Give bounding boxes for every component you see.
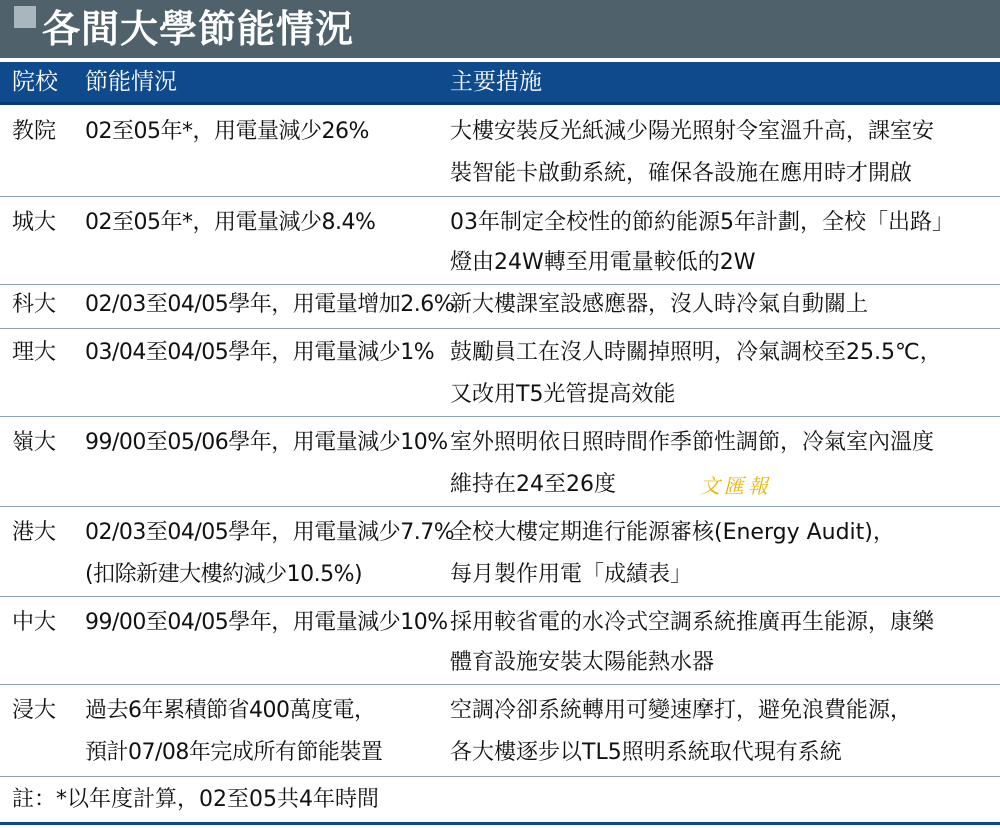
table-row — [0, 196, 1000, 285]
measure-line: 燈由24W轉至用電量較低的2W — [450, 250, 756, 275]
school-cell: 科大 — [12, 292, 57, 317]
saving-cell: 02至05年*，用電量減少8.4% — [85, 210, 376, 235]
measure-line: 空調冷卻系統轉用可變速摩打，避免浪費能源， — [450, 698, 913, 723]
footnote: 註：*以年度計算，02至05共4年時間 — [12, 787, 379, 812]
table-row — [0, 684, 1000, 777]
school-cell: 中大 — [12, 610, 57, 635]
measure-line: 又改用T5光管提高效能 — [450, 382, 676, 407]
measure-line: 室外照明依日照時間作季節性調節，冷氣室內溫度 — [450, 430, 935, 455]
table-header — [0, 62, 1000, 105]
school-cell: 城大 — [12, 210, 57, 235]
measure-line: 採用較省電的水冷式空調系統推廣再生能源，康樂 — [450, 610, 935, 635]
measure-line: 大樓安裝反光紙減少陽光照射令室溫升高，課室安 — [450, 119, 935, 144]
figure-title: 各間大學節能情況 — [42, 7, 355, 51]
school-cell: 教院 — [12, 119, 57, 144]
saving-cell-note: (扣除新建大樓約減少10.5%) — [85, 562, 363, 587]
school-cell: 嶺大 — [12, 430, 57, 455]
saving-cell: 03/04至04/05學年，用電量減少1% — [85, 340, 435, 365]
measure-line: 新大樓課室設感應器，沒人時冷氣自動關上 — [450, 292, 869, 317]
measure-line: 全校大樓定期進行能源審核(Energy Audit)， — [450, 520, 895, 545]
school-cell: 浸大 — [12, 698, 57, 723]
school-cell: 理大 — [12, 340, 57, 365]
measure-line: 鼓勵員工在沒人時關掉照明，冷氣調校至25.5℃， — [450, 340, 942, 365]
saving-cell: 99/00至04/05學年，用電量減少10% — [85, 610, 448, 635]
saving-cell: 02至05年*，用電量減少26% — [85, 119, 369, 144]
measure-line: 每月製作用電「成績表」 — [450, 562, 693, 587]
table-row — [0, 416, 1000, 507]
table-row — [0, 596, 1000, 685]
saving-cell: 02/03至04/05學年，用電量增加2.6% — [85, 292, 455, 317]
measure-line: 各大樓逐步以TL5照明系統取代現有系統 — [450, 740, 842, 765]
measure-line: 體育設施安裝太陽能熱水器 — [450, 650, 715, 675]
table-row — [0, 105, 1000, 197]
measure-line: 03年制定全校性的節約能源5年計劃，全校「出路」 — [450, 210, 954, 235]
saving-cell: 過去6年累積節省400萬度電， — [85, 698, 376, 723]
measure-line: 裝智能卡啟動系統，確保各設施在應用時才開啟 — [450, 161, 913, 186]
saving-cell: 02/03至04/05學年，用電量減少7.7% — [85, 520, 455, 545]
header-school: 院校 — [12, 69, 58, 95]
title-bar — [0, 0, 1000, 58]
watermark-logo: 文匯報 — [700, 474, 772, 498]
school-cell: 港大 — [12, 520, 57, 545]
saving-cell: 預計07/08年完成所有節能裝置 — [85, 740, 383, 765]
table-row — [0, 506, 1000, 597]
bottom-rule — [0, 822, 1000, 825]
saving-cell: 99/00至05/06學年，用電量減少10% — [85, 430, 448, 455]
measure-line: 維持在24至26度 — [450, 472, 616, 497]
title-marker — [14, 6, 36, 28]
table-row — [0, 284, 1000, 329]
header-measures: 主要措施 — [450, 69, 542, 95]
header-saving: 節能情況 — [85, 69, 177, 95]
table-row — [0, 328, 1000, 417]
